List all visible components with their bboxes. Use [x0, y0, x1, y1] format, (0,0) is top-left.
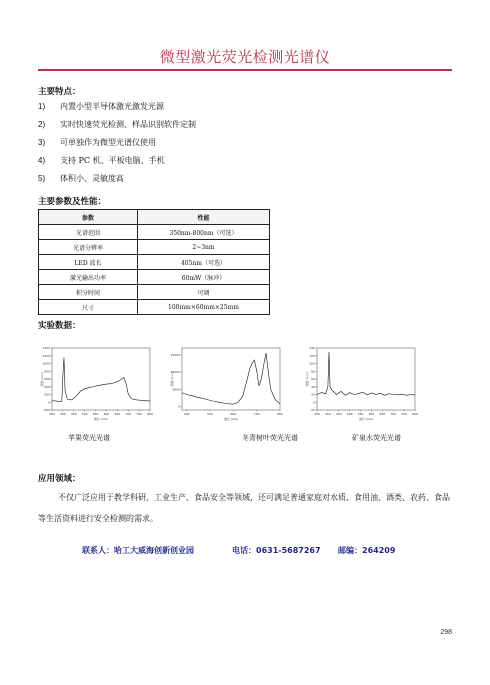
apply-heading: 应用领域： — [38, 474, 81, 484]
x-tick-label: 700 — [125, 412, 132, 416]
table-cell: 尺寸 — [39, 300, 138, 315]
y-tick-label: 800 — [44, 369, 50, 374]
x-tick-label: 700 — [253, 412, 260, 416]
table-cell: LED 波长 — [39, 255, 138, 270]
feature-item — [38, 155, 196, 166]
table-cell: 60mW（脉冲） — [138, 270, 270, 285]
contact-phone: 电话：0631-5687267 — [232, 546, 321, 555]
y-tick-label: 1000 — [42, 361, 50, 366]
y-axis-label: 强度 (a.u.) — [40, 371, 44, 387]
x-tick-label: 500 — [346, 412, 353, 416]
plot-frame — [317, 348, 415, 410]
x-tick-label: 500 — [207, 412, 213, 416]
table-header: 参数 — [39, 210, 138, 225]
x-tick-label: 600 — [103, 412, 110, 416]
table-cell: 100mm×60mm×25mm — [138, 300, 270, 315]
y-tick-label: 200 — [44, 392, 50, 397]
x-tick-label: 450 — [70, 412, 77, 416]
y-tick-label: 5000 — [172, 387, 180, 392]
x-tick-label: 400 — [183, 412, 190, 416]
chart-mineral-water — [305, 344, 423, 424]
y-tick-label: 400 — [44, 384, 50, 389]
table-row — [39, 285, 270, 300]
x-tick-label: 550 — [92, 412, 99, 416]
chart-holly-leaf — [170, 344, 288, 424]
table-row — [39, 300, 270, 315]
y-tick-label: -20 — [310, 408, 315, 412]
chart-apple — [40, 344, 158, 424]
x-tick-label: 550 — [357, 412, 364, 416]
series-line — [52, 358, 150, 402]
x-axis-label: 波长 (nm) — [93, 417, 109, 421]
apply-text: 不仅广泛应用于教学科研、工业生产、食品安全等领域，还可满足普通家庭对水质、食用油、酒类、农药、食品等生活资料进行安全检测的需求。 — [38, 493, 450, 523]
table-cell: 积分时间 — [39, 285, 138, 300]
features-list — [38, 101, 196, 184]
params-heading: 主要参数及性能： — [38, 197, 107, 207]
feature-num: 3) — [38, 138, 46, 147]
x-tick-label: 800 — [412, 412, 418, 416]
x-tick-label: 600 — [230, 412, 237, 416]
table-cell: 350nm-800nm（可选） — [138, 225, 270, 240]
table-row — [39, 255, 270, 270]
table-header-row — [39, 210, 270, 225]
feature-item — [38, 173, 196, 184]
params-table — [38, 209, 270, 315]
y-tick-label: 10000 — [170, 370, 180, 375]
feature-item — [38, 101, 196, 112]
feature-text: 支持 PC 机、平板电脑、手机 — [60, 156, 165, 165]
feature-item — [38, 119, 196, 130]
x-axis-label: 波长 (nm) — [223, 417, 239, 421]
x-tick-label: 800 — [277, 412, 283, 416]
y-axis-label: 强度 (a.u.) — [170, 371, 174, 387]
x-tick-label: 350 — [49, 412, 55, 416]
x-tick-label: 400 — [60, 412, 66, 416]
y-tick-label: 0 — [48, 400, 50, 405]
x-tick-label: 350 — [314, 412, 320, 416]
y-tick-label: 600 — [44, 377, 50, 381]
y-tick-label: -200 — [43, 408, 50, 412]
y-axis-label: 强度 (a.u.) — [305, 371, 309, 387]
title-bar — [38, 44, 452, 71]
table-cell: 激光输出功率 — [39, 270, 138, 285]
x-tick-label: 750 — [401, 412, 407, 416]
table-cell: 可调 — [138, 285, 270, 300]
page-number: 298 — [440, 629, 452, 636]
y-tick-label: 0 — [178, 404, 180, 409]
table-cell: 405nm（可选） — [138, 255, 270, 270]
feature-num: 5) — [38, 174, 46, 183]
y-tick-label: 140 — [309, 346, 315, 350]
y-tick-label: 0 — [313, 400, 315, 405]
y-tick-label: 20 — [311, 392, 315, 397]
y-tick-label: 120 — [309, 353, 315, 358]
x-tick-label: 650 — [114, 412, 121, 416]
experiment-heading: 实验数据： — [38, 321, 81, 331]
page-title: 微型激光荧光检测光谱仪 — [159, 48, 331, 66]
table-row — [39, 225, 270, 240]
feature-num: 2) — [38, 120, 46, 129]
x-tick-label: 750 — [136, 412, 142, 416]
y-tick-label: 80 — [311, 369, 315, 374]
chart-caption: 矿泉水荧光光谱 — [352, 434, 401, 442]
x-tick-label: 500 — [81, 412, 88, 416]
y-tick-label: 15000 — [170, 352, 180, 357]
chart-caption: 苹果荧光光谱 — [68, 434, 110, 442]
feature-num: 4) — [38, 156, 46, 165]
table-header: 性能 — [138, 210, 270, 225]
table-cell: 光谱分辨率 — [39, 240, 138, 255]
x-tick-label: 700 — [390, 412, 397, 416]
y-tick-label: 40 — [311, 384, 315, 389]
y-tick-label: 100 — [309, 361, 315, 366]
x-tick-label: 800 — [147, 412, 153, 416]
x-axis-label: 波长 (nm) — [358, 417, 374, 421]
table-row — [39, 240, 270, 255]
contact-postcode: 邮编：264209 — [338, 546, 396, 555]
table-cell: 光谱范围 — [39, 225, 138, 240]
series-line — [182, 353, 280, 404]
x-tick-label: 400 — [325, 412, 331, 416]
x-tick-label: 650 — [379, 412, 386, 416]
feature-num: 1) — [38, 102, 46, 111]
y-tick-label: 1200 — [42, 353, 50, 358]
y-tick-label: 1400 — [42, 346, 50, 350]
series-line — [317, 352, 415, 395]
plot-frame — [52, 348, 150, 410]
feature-item — [38, 137, 196, 148]
feature-text: 内置小型半导体激光激发光源 — [60, 102, 164, 111]
x-tick-label: 450 — [335, 412, 342, 416]
y-tick-label: 60 — [311, 377, 315, 381]
chart-caption: 冬青树叶荧光光谱 — [242, 434, 298, 442]
feature-text: 实时快速荧光检测、样品识别软件定制 — [60, 120, 196, 129]
feature-text: 体积小、灵敏度高 — [60, 174, 124, 183]
table-cell: 2~3nm — [138, 240, 270, 255]
contact-person: 联系人：哈工大威海创新创业园 — [82, 546, 194, 555]
x-tick-label: 600 — [368, 412, 375, 416]
features-heading: 主要特点： — [38, 87, 81, 97]
table-row — [39, 270, 270, 285]
feature-text: 可单独作为微型光谱仪使用 — [60, 138, 156, 147]
